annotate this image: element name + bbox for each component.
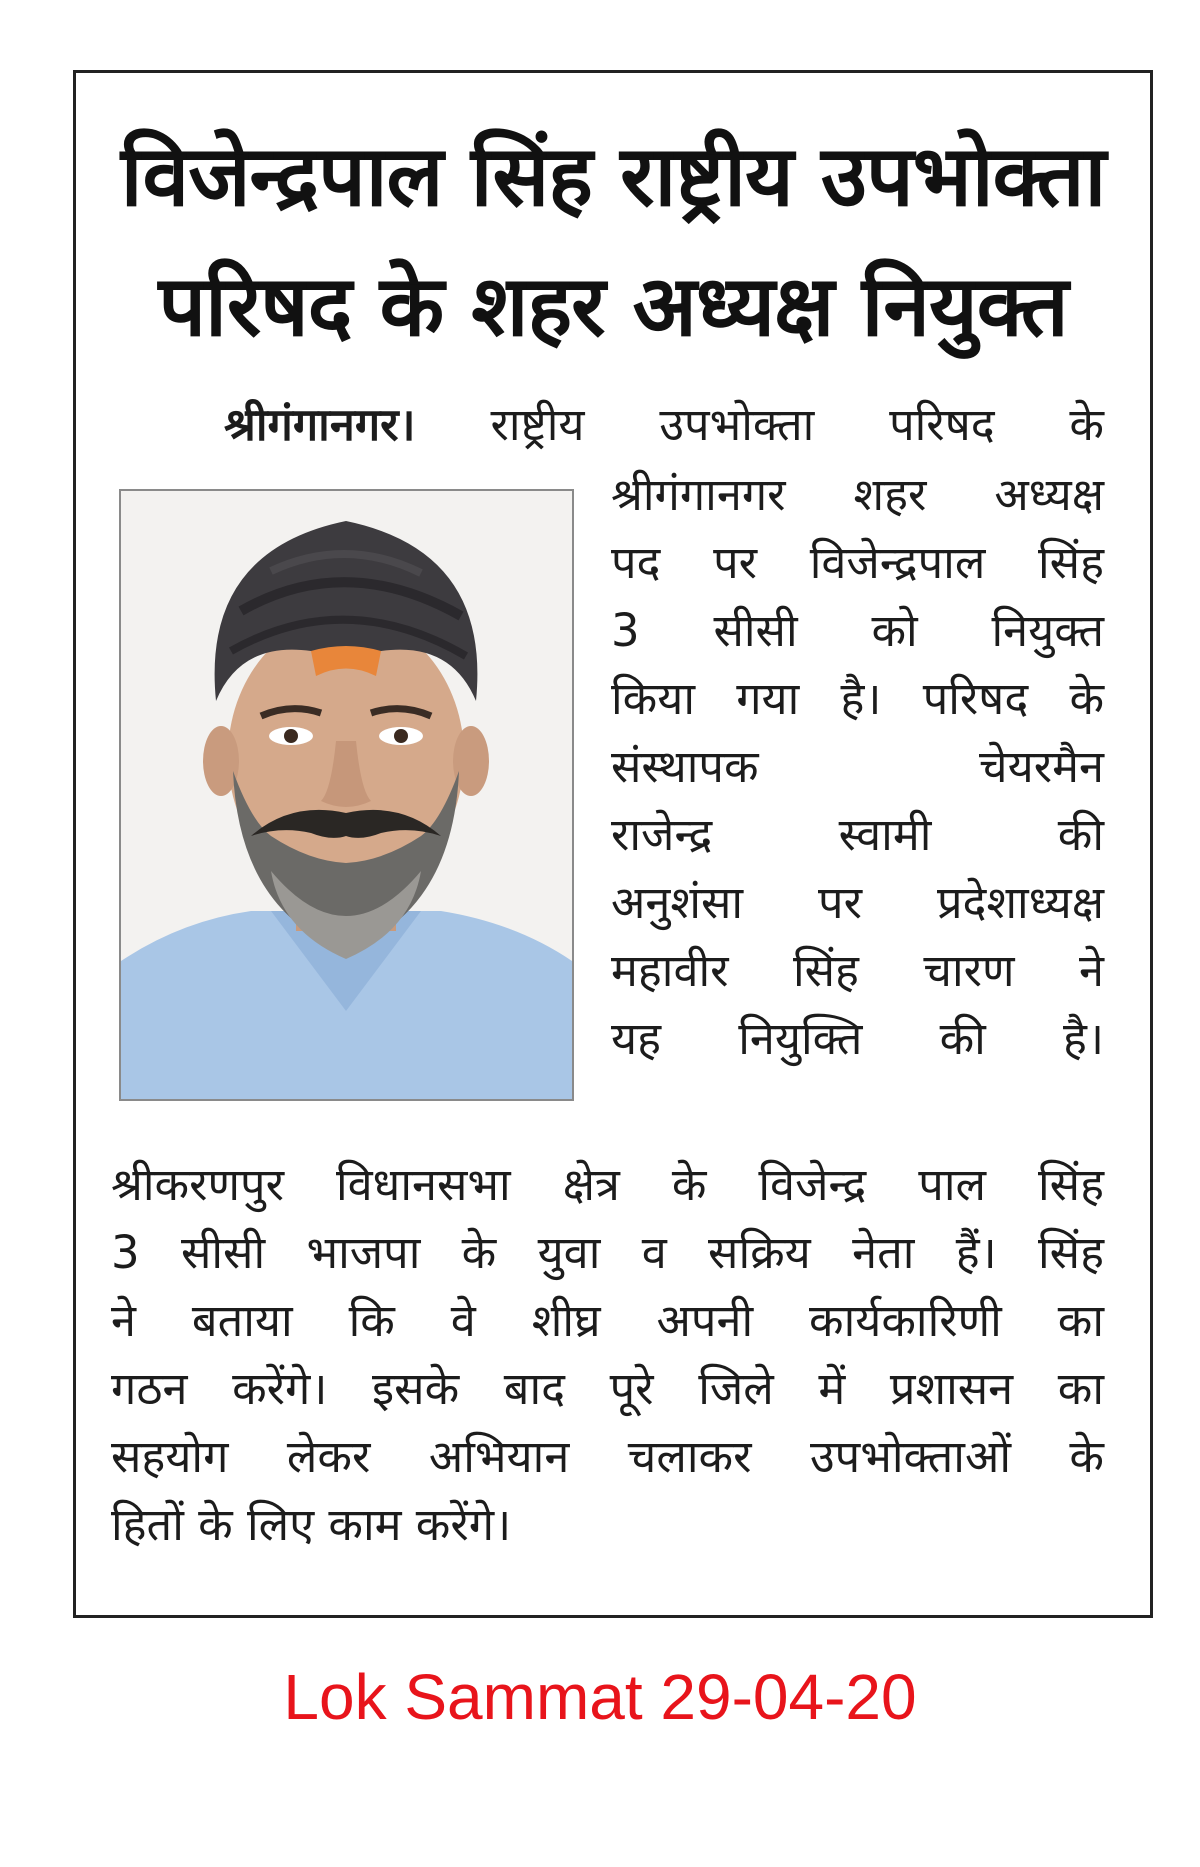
text-line: पद पर विजेन्द्रपाल सिंह [611,536,1104,589]
text-line: अनुशंसा पर प्रदेशाध्यक्ष [611,876,1104,929]
text-line: संस्थापक चेयरमैन [611,740,1104,793]
text-line: हितों के लिए काम करेंगे। [111,1498,512,1551]
text-line: महावीर सिंह चारण ने [611,944,1104,997]
text-line: श्रीगंगानगर शहर अध्यक्ष [611,468,1104,521]
portrait-photo [119,489,574,1101]
text-line: यह नियुक्ति की है। [611,1012,1104,1065]
text-line: ने बताया कि वे शीघ्र अपनी कार्यकारिणी का [111,1294,1104,1347]
text-line: सहयोग लेकर अभियान चलाकर उपभोक्ताओं के [111,1430,1104,1483]
headline-line-1: विजेन्द्रपाल सिंह राष्ट्रीय उपभोक्ता [120,127,1106,225]
text-line: राजेन्द्र स्वामी की [611,808,1104,861]
man-with-turban-image [121,491,572,1099]
text-line: किया गया है। परिषद के [611,672,1104,725]
news-clipping [73,70,1153,1618]
dateline: श्रीगंगानगर। [224,398,416,451]
text-line: श्रीकरणपुर विधानसभा क्षेत्र के विजेन्द्र पाल सिंह [111,1158,1104,1211]
lead-text: राष्ट्रीय उपभोक्ता परिषद के [490,398,1104,451]
side-column-text [611,461,1104,1073]
source-caption: Lok Sammat 29-04-20 [283,1661,917,1733]
lead-line [224,391,1104,459]
text-line: 3 सीसी भाजपा के युवा व सक्रिय नेता हैं। सिंह [111,1226,1104,1279]
text-line: गठन करेंगे। इसके बाद पूरे जिले में प्रशासन का [111,1362,1104,1415]
headline-line-2: परिषद के शहर अध्यक्ष नियुक्त [158,257,1068,355]
text-line: 3 सीसी को नियुक्त [611,604,1104,657]
full-width-text [111,1151,1104,1559]
